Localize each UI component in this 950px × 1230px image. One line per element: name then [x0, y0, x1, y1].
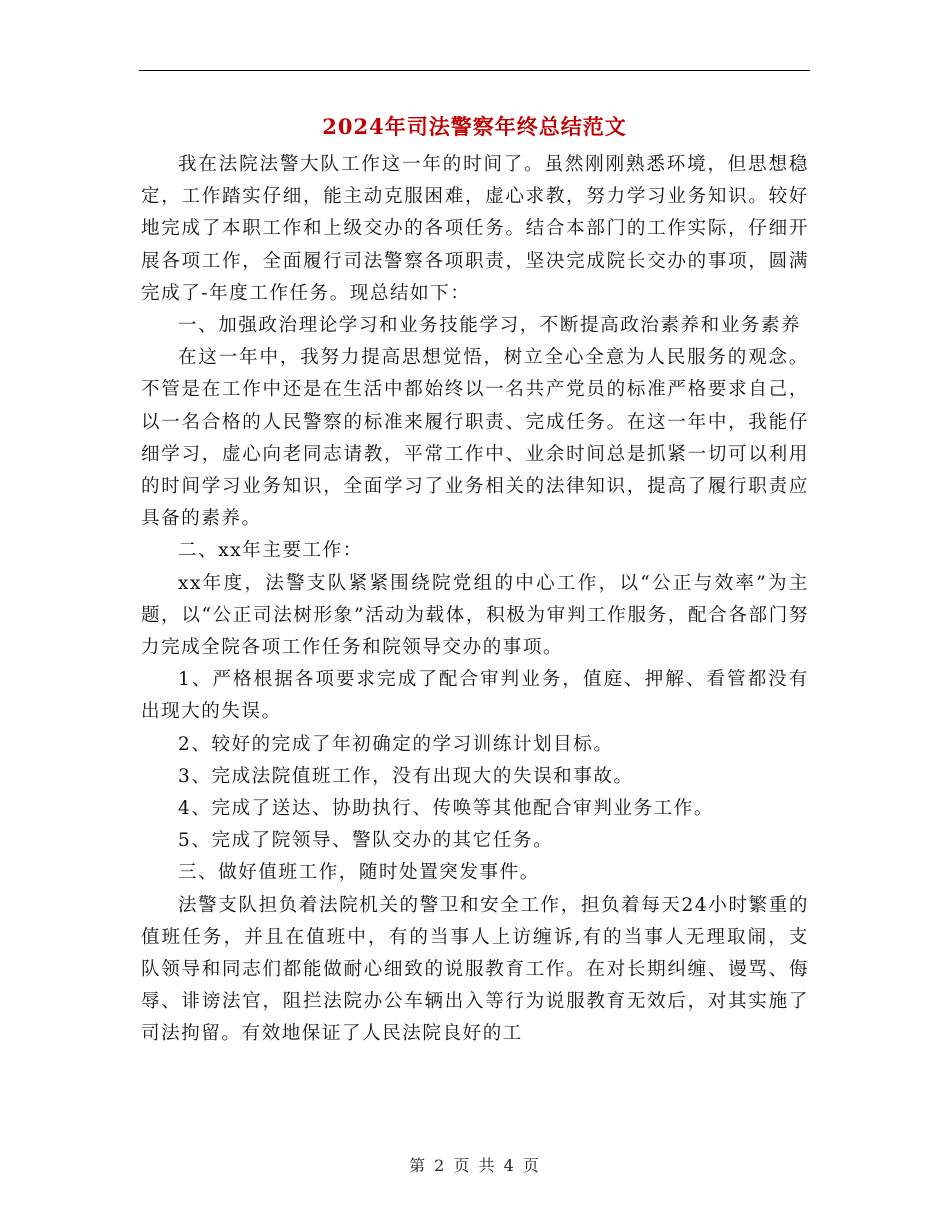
- list-item-4: 4、完成了送达、协助执行、传唤等其他配合审判业务工作。: [178, 798, 714, 820]
- section-heading-1: 一、加强政治理论学习和业务技能学习，不断提高政治素养和业务素养: [178, 315, 802, 337]
- paragraph-main-work: xx年度，法警支队紧紧围绕院党组的中心工作，以“公正与效率”为主题，以“公正司法树形象”活动为载体，积极为审判工作服务，配合各部门努力完成全院各项工作任务和院领导交办的事项。: [141, 572, 809, 659]
- paragraph-duty: 法警支队担负着法院机关的警卫和安全工作，担负着每天24小时繁重的值班任务，并且在值班中，有的当事人上访缠诉,有的当事人无理取闹，支队领导和同志们都能做耐心细致的说服教育工作。在对长期纠缠、谩骂、侮辱、诽谤法官，阻拦法院办公车辆出入等行为说服教育无效后，对其实施了司法拘留。有效地保证了人民法院良好的工: [141, 894, 809, 1045]
- list-item-5: 5、完成了院领导、警队交办的其它任务。: [178, 830, 554, 852]
- section-heading-2: 二、xx年主要工作：: [178, 540, 363, 562]
- list-item-2: 2、较好的完成了年初确定的学习训练计划目标。: [178, 733, 614, 755]
- document-body: [141, 149, 809, 1051]
- page-number: 第 2 页 共 4 页: [409, 1156, 541, 1175]
- document-title: 2024年司法警察年终总结范文: [322, 114, 627, 139]
- header-rule: [139, 70, 810, 71]
- paragraph-intro: 我在法院法警大队工作这一年的时间了。虽然刚刚熟悉环境，但思想稳定，工作踏实仔细，能主动克服困难，虚心求教，努力学习业务知识。较好地完成了本职工作和上级交办的各项任务。结合本部门的工作实际，仔细开展各项工作，全面履行司法警察各项职责，坚决完成院长交办的事项，圆满完成了-年度工作任务。现总结如下：: [141, 154, 809, 304]
- list-item-3: 3、完成法院值班工作，没有出现大的失误和事故。: [178, 765, 634, 787]
- paragraph-study: 在这一年中，我努力提高思想觉悟，树立全心全意为人民服务的观念。不管是在工作中还是在生活中都始终以一名共产党员的标准严格要求自己，以一名合格的人民警察的标准来履行职责、完成任务。在这一年中，我能仔细学习，虚心向老同志请教，平常工作中、业余时间总是抓紧一切可以利用的时间学习业务知识，全面学习了业务相关的法律知识，提高了履行职责应具备的素养。: [141, 347, 809, 530]
- list-item-1: 1、严格根据各项要求完成了配合审判业务，值庭、押解、看管都没有出现大的失误。: [141, 669, 809, 723]
- section-heading-3: 三、做好值班工作，随时处置突发事件。: [178, 862, 540, 884]
